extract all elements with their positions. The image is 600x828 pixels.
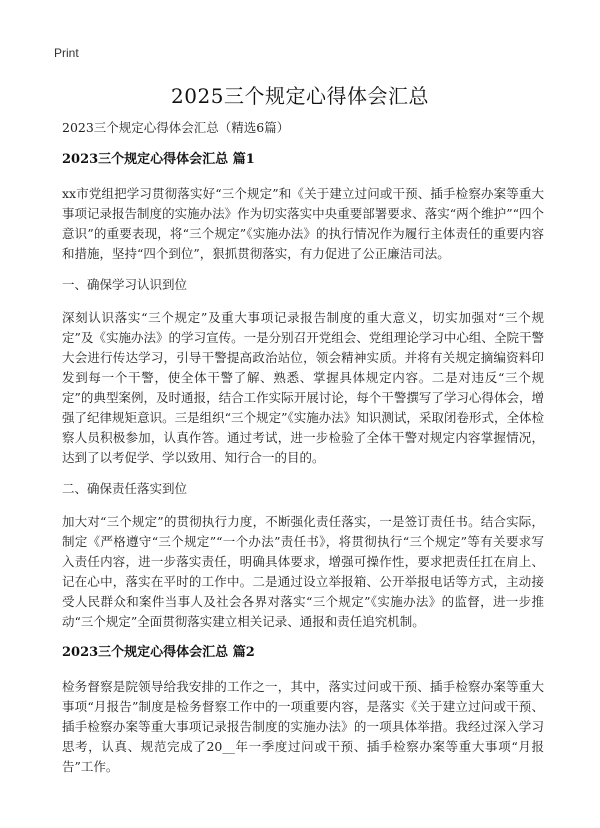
section-1-intro-paragraph: xx市党组把学习贯彻落实好“三个规定”和《关于建立过问或干预、插手检察办案等重大事项记录报告制度的实施办法》作为切实落实中央重要部署要求、落实“两个维护”“四个意识”的重要表现，将“三个规定”《实施办法》的执行情况作为履行主体责任的重要内容和措施，坚持“四个到位”，狠抓贯彻落实，有力促进了公正廉洁司法。 bbox=[62, 186, 544, 261]
print-link[interactable]: Print bbox=[54, 46, 79, 60]
subheading-study-awareness: 一、确保学习认识到位 bbox=[62, 277, 188, 292]
document-title: 2025三个规定心得体会汇总 bbox=[171, 84, 429, 108]
section-1-paragraph-1: 深刻认识落实“三个规定”及重大事项记录报告制度的重大意义，切实加强对“三个规定”及《实施办法》的学习宣传。一是分别召开党组会、党组理论学习中心组、全院干警大会进行传达学习，引导干警提高政治站位，领会精神实质。并将有关规定摘编资料印发到每一个干警，使全体干警了解、熟悉、掌握具体规定内容。二是对违反“三个规定”的典型案例，及时通报，结合工作实际开展讨论，每个干警撰写了学习心得体会，增强了纪律规矩意识。三是组织“三个规定”《实施办法》知识测试，采取闭卷形式，全体检察人员积极参加，认真作答。通过考试，进一步检验了全体干警对规定内容掌握情况，达到了以考促学、学以致用、知行合一的目的。 bbox=[62, 310, 544, 465]
section-1-paragraph-2: 加大对“三个规定”的贯彻执行力度，不断强化责任落实，一是签订责任书。结合实际，制定《严格遵守“三个规定”“一个办法”责任书》，将贯彻执行“三个规定”等有关要求写入责任内容，进一步落实责任，明确具体要求，增强可操作性，要求把责任扛在肩上、记在心中，落实在平时的工作中。二是通过设立举报箱、公开举报电话等方式，主动接受人民群众和案件当事人及社会各界对落实“三个规定”《实施办法》的监督，进一步推动“三个规定”全面贯彻落实建立相关记录、通报和责任追究机制。 bbox=[62, 514, 544, 629]
section-heading-1: 2023三个规定心得体会汇总 篇1 bbox=[62, 152, 255, 167]
subheading-responsibility: 二、确保责任落实到位 bbox=[62, 481, 188, 496]
section-2-paragraph-1: 检务督察是院领导给我安排的工作之一，其中，落实过问或干预、插手检察办案等重大事项“月报告”制度是检务督察工作中的一项重要内容，是落实《关于建立过问或干预、插手检察办案等重大事项记录报告制度的实施办法》的一项具体举措。我经过深入学习思考，认真、规范完成了20__年一季度过问或干预、插手检察办案等重大事项“月报告”工作。 bbox=[62, 679, 544, 774]
section-heading-2: 2023三个规定心得体会汇总 篇2 bbox=[62, 645, 255, 660]
document-body bbox=[62, 118, 544, 788]
document-subtitle: 2023三个规定心得体会汇总（精选6篇） bbox=[62, 120, 290, 135]
